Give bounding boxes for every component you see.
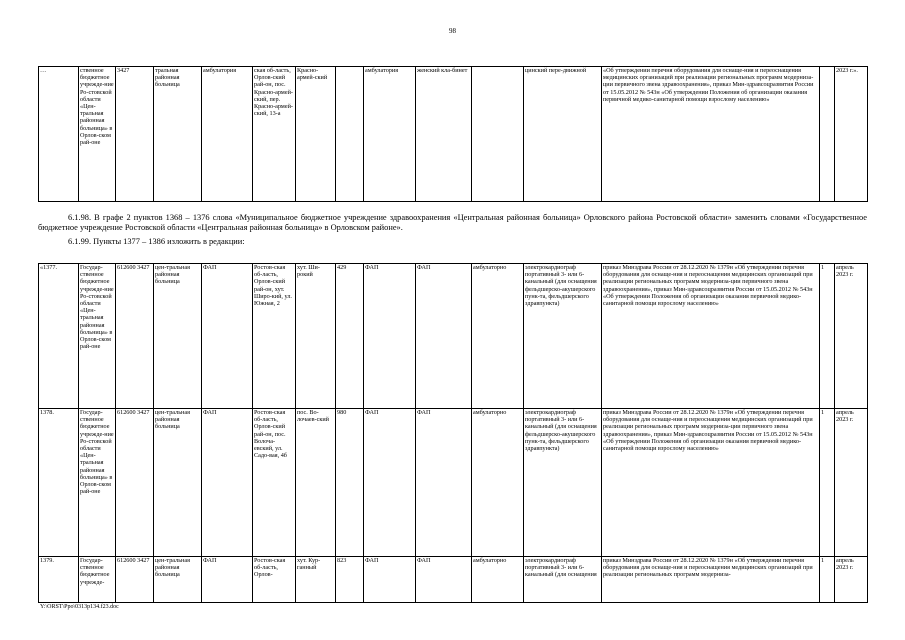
table-cell: … [39, 67, 79, 202]
table-cell: амбулаторно [472, 264, 524, 409]
table-cell: ФАП [364, 409, 416, 557]
table-cell: апрель 2023 г. [835, 409, 868, 557]
table-cell: приказ Минздрава России от 28.12.2020 № 1379н «Об утверждении перечня оборудования для оснаще-ния и переоснащения медицинских организаций при реализации региональных программ модерниза- [602, 557, 820, 603]
table-cell: ФАП [416, 557, 472, 603]
table-cell: цен-тральная районная больница [154, 557, 202, 603]
table-cell: электрокардиограф портативный 3- или 6-канальный (для оснащения фельдшерско-акушерского пунк-та, фельдшерского здравпункта) [524, 409, 602, 557]
table-cell: электрокардиограф портативный 3- или 6-канальный (для оснащения фельдшерско-акушерского пунк-та, фельдшерского здравпункта) [524, 264, 602, 409]
paragraph-6-1-99: 6.1.99. Пункты 1377 – 1386 изложить в редакции: [68, 237, 245, 246]
table-cell: хут. Кур-ганный [296, 557, 336, 603]
table-cell: 612600 3427 [116, 409, 154, 557]
table-cell: цинский пере-движной [524, 67, 602, 202]
table-cell: 1 [820, 409, 835, 557]
table-cell: 3427 [116, 67, 154, 202]
table-cell: ственное бюджетное учрежде-ние Ро-стовской области «Цен-тральная районная больница» в Орлов-ском рай-оне [79, 67, 116, 202]
table-cell: Ростов-ская об-ласть, Орлов- [253, 557, 296, 603]
table-cell [336, 67, 364, 202]
table-cell: Ростов-ская об-ласть, Орлов-ский рай-он, пос. Волоча-евский, ул. Садо-вая, 4б [253, 409, 296, 557]
table-cell: 612600 3427 [116, 264, 154, 409]
table-row [39, 409, 868, 557]
table-row [39, 557, 868, 603]
table-cell [472, 67, 524, 202]
paragraph-6-1-98: 6.1.98. В графе 2 пунктов 1368 – 1376 слова «Муниципальное бюджетное учреждение здравоохранения «Центральная районная больница» Орловского района Ростовской области» заменить словами «Государственное бюджетное учреждение Ростовской области «Центральная районная больница» в Орловском районе». [38, 213, 867, 232]
table-cell: «Об утверждении перечня оборудования для оснаще-ния и переоснащения медицинских организаций при реализации региональных программ модерниза-ции первичного звена здравоохранения», приказ Мин-здравсоцразвития России от 15.05.2012 № 543н «Об утверждении Положения об организации оказания первичной медико-санитарной помощи взрослому населению» [602, 67, 820, 202]
table-cell: 1378. [39, 409, 79, 557]
table-cell: амбулатория [202, 67, 253, 202]
table-cell: цен-тральная районная больница [154, 409, 202, 557]
table-cell: амбулатория [364, 67, 416, 202]
table-cell: пос. Во-лочаев-ский [296, 409, 336, 557]
table-row [39, 67, 868, 202]
table-cell: ФАП [416, 409, 472, 557]
table-continuation [38, 66, 868, 202]
table-cell: женский кла-бинет [416, 67, 472, 202]
table-cell: тральная районная больница [154, 67, 202, 202]
table-cell: 2023 г.». [835, 67, 868, 202]
table-cell: амбулаторно [472, 409, 524, 557]
table-cell: апрель 2023 г. [835, 264, 868, 409]
table-cell: хут. Ши-рокий [296, 264, 336, 409]
table-cell: ская об-ласть, Орлов-ский рай-он, пос. Красно-армей-ский, пер. Красно-армей-ский, 13-а [253, 67, 296, 202]
table-cell: 429 [336, 264, 364, 409]
table-cell: Государ-ственное бюджетное учрежде-ние Ро-стовской области «Цен-тральная районная больница» в Орлов-ском рай-оне [79, 264, 116, 409]
table-cell [820, 67, 835, 202]
table-cell: приказ Минздрава России от 28.12.2020 № 1379н «Об утверждении перечня оборудования для оснаще-ния и переоснащения медицинских организаций при реализации региональных программ модерниза-ции первичного звена здравоохранения», приказ Мин-здравсоцразвития России от 15.05.2012 № 543н «Об утверждении Положения об организации оказания первичной медико-санитарной помощи взрослому населению» [602, 409, 820, 557]
table-cell: Красно-армей-ский [296, 67, 336, 202]
table-cell: ФАП [202, 409, 253, 557]
table-cell: 980 [336, 409, 364, 557]
table-cell: ФАП [202, 264, 253, 409]
page-number: 98 [449, 27, 456, 35]
table-cell: Государ-ственное бюджетное учрежде-ние Ро-стовской области «Цен-тральная районная больница» в Орлов-ском рай-оне [79, 409, 116, 557]
table-cell: 612600 3427 [116, 557, 154, 603]
table-cell: 1 [820, 264, 835, 409]
table-cell: ФАП [202, 557, 253, 603]
table-cell: ФАП [364, 264, 416, 409]
table-cell: ФАП [416, 264, 472, 409]
table-row [39, 264, 868, 409]
file-path-footer: Y:\ORST\Ppo\0313p134.f23.doc [40, 604, 119, 610]
table-cell: электрокардиограф портативный 3- или 6-канальный (для оснащения [524, 557, 602, 603]
table-cell: 1379. [39, 557, 79, 603]
table-cell: «1377. [39, 264, 79, 409]
table-cell: ФАП [364, 557, 416, 603]
table-cell: Ростов-ская об-ласть, Орлов-ский рай-он, хут. Широ-кий, ул. Южная, 2 [253, 264, 296, 409]
table-cell: цен-тральная районная больница [154, 264, 202, 409]
table-cell: приказ Минздрава России от 28.12.2020 № 1379н «Об утверждении перечня оборудования для оснаще-ния и переоснащения медицинских организаций при реализации региональных программ модерниза-ции первичного звена здравоохранения», приказ Мин-здравсоцразвития России от 15.05.2012 № 543н «Об утверждении Положения об организации оказания первичной медико-санитарной помощи взрослому населению» [602, 264, 820, 409]
table-cell: амбулаторно [472, 557, 524, 603]
table-items-1377-1379 [38, 263, 868, 603]
table-cell: 1 [820, 557, 835, 603]
table-cell: апрель 2023 г. [835, 557, 868, 603]
table-cell: 823 [336, 557, 364, 603]
table-cell: Государ-ственное бюджетное учрежде- [79, 557, 116, 603]
